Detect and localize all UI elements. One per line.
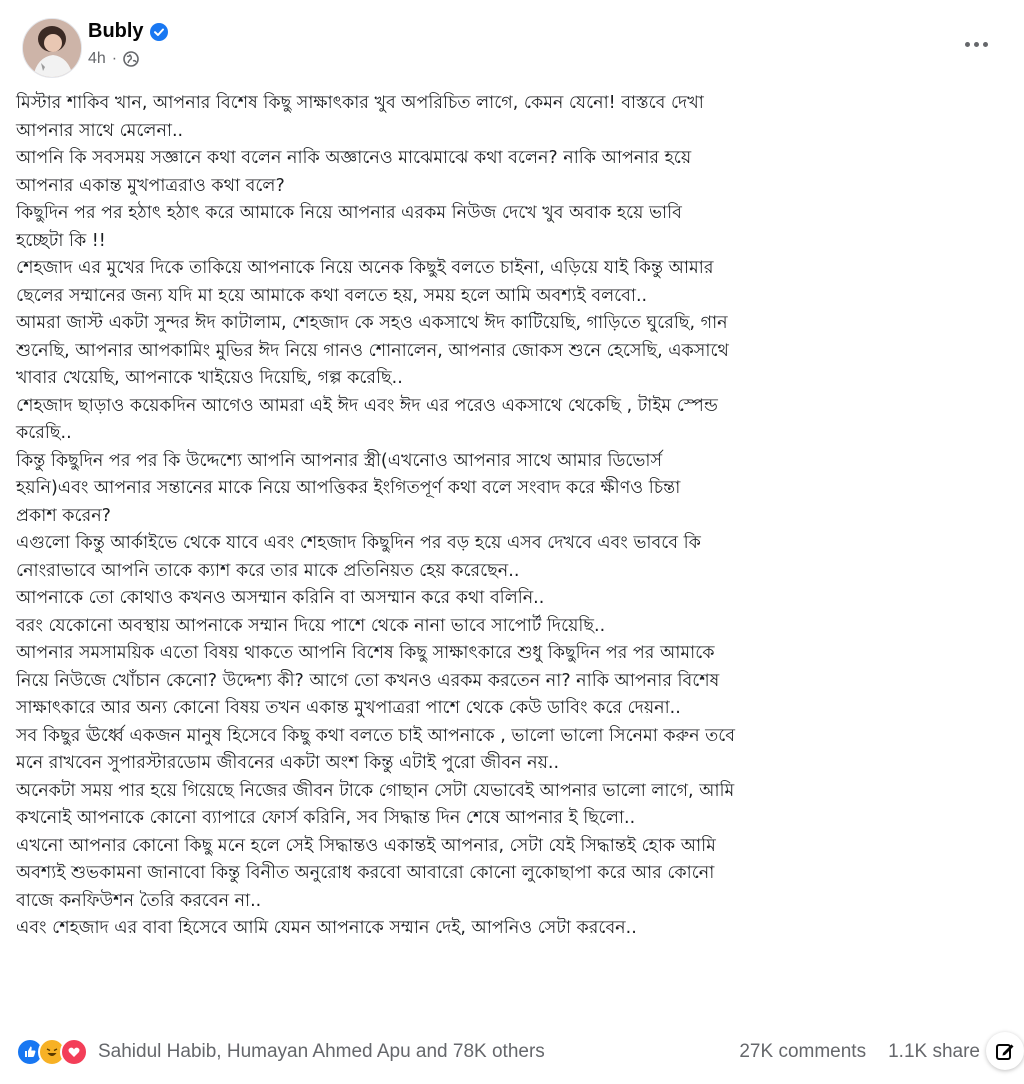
post-text-line: ছেলের সম্মানের জন্য যদি মা হয়ে আমাকে কথা বলতে হয়, সময় হলে আমি অবশ্যই বলবো.. [16,285,648,306]
post-text-line: আপনার সাথে মেলেনা.. [16,120,184,141]
post-time[interactable]: 4h [88,50,106,67]
post-footer [0,1030,1024,1074]
post-text-line: নোংরাভাবে আপনি তাকে ক্যাশ করে তার মাকে প্রতিনিয়ত হেয় করেছেন.. [16,560,520,581]
post-meta [88,50,168,68]
post-text-line: সাক্ষাৎকারে আর অন্য কোনো বিষয় তখন একান্ত মুখপাত্ররা পাশে থেকে কেউ ডাবিং করে দেয়না.. [16,698,681,718]
post-text-line: আমরা জাস্ট একটা সুন্দর ঈদ কাটালাম, শেহজাদ কে সহও একসাথে ঈদ কাটিয়েছি, গাড়িতে ঘুরেছি, গান [16,313,728,333]
globe-icon[interactable] [123,51,139,67]
post-header [16,12,1008,78]
engagement-counts [739,1041,980,1063]
compose-icon [994,1040,1016,1062]
avatar-image [23,19,81,77]
author-block [88,20,168,68]
post-text-line: আপনার একান্ত মুখপাত্ররাও কথা বলে? [16,175,285,196]
post-text-line: শেহজাদ ছাড়াও কয়েকদিন আগেও আমরা এই ঈদ এবং ঈদ এর পরেও একসাথে থেকেছি , টাইম স্পেন্ড [16,395,718,416]
verified-badge-icon [150,23,168,41]
post-text-line: শেহজাদ এর মুখের দিকে তাকিয়ে আপনাকে নিয়ে অনেক কিছুই বলতে চাইনা, এড়িয়ে যাই কিন্তু আমার [16,258,714,278]
post-text-line: এগুলো কিন্তু আর্কাইভে থেকে যাবে এবং শেহজাদ কিছুদিন পর বড় হয়ে এসব দেখবে এবং ভাববে কি [16,533,701,553]
post-text-line: হচ্ছেটা কি !! [16,230,106,251]
post-text-line: মিস্টার শাকিব খান, আপনার বিশেষ কিছু সাক্ষাৎকার খুব অপরিচিত লাগে, কেমন যেনো! বাস্তবে দেখা [16,93,704,113]
love-reaction-icon [60,1038,88,1066]
post-text-line: সব কিছুর ঊর্ধ্বে একজন মানুষ হিসেবে কিছু কথা বলতে চাই আপনাকে , ভালো ভালো সিনেমা করুন তবে [16,725,735,746]
reactions-summary[interactable] [16,1038,545,1066]
post-text-line: কিন্তু কিছুদিন পর পর কি উদ্দেশ্যে আপনি আপনার স্ত্রী(এখনোও আপনার সাথে আমার ডিভোর্স [16,450,663,471]
dot [965,42,970,47]
post-text [16,90,1006,943]
avatar[interactable] [22,18,82,78]
shares-count[interactable]: 1.1K share [888,1041,980,1062]
post-text-line: মনে রাখবেন সুপারস্টারডোম জীবনের একটা অংশ কিন্তু এটাই পুরো জীবন নয়.. [16,753,560,773]
meta-separator: · [111,50,118,67]
post-text-line: আপনাকে তো কোথাও কখনও অসম্মান করিনি বা অসম্মান করে কথা বলিনি.. [16,588,545,608]
post-text-line: শুনেছি, আপনার আপকামিং মুভির ঈদ নিয়ে গানও শোনালেন, আপনার জোকস শুনে হেসেছি, একসাথে [16,340,729,361]
reactions-text[interactable]: Sahidul Habib, Humayan Ahmed Apu and 78K others [98,1041,545,1062]
comments-count[interactable]: 27K comments [739,1041,867,1062]
post-text-line: খাবার খেয়েছি, আপনাকে খাইয়েও দিয়েছি, গল্প করেছি.. [16,368,403,388]
post-text-line: আপনি কি সবসময় সজ্ঞানে কথা বলেন নাকি অজ্ঞানেও মাঝেমাঝে কথা বলেন? নাকি আপনার হয়ে [16,148,692,168]
post-text-line: কখনোই আপনাকে কোনো ব্যাপারে ফোর্স করিনি, সব সিদ্ধান্ত দিন শেষে আপনার ই ছিলো.. [16,808,636,828]
post-text-line: এখনো আপনার কোনো কিছু মনে হলে সেই সিদ্ধান্তও একান্তই আপনার, সেটা যেই সিদ্ধান্তই হোক আমি [16,835,716,856]
post-text-line: অবশ্যই শুভকামনা জানাবো কিন্তু বিনীত অনুরোধ করবো আবারো কোনো লুকোছাপা করে আর কোনো [16,863,715,883]
post-text-line: করেছি.. [16,423,72,443]
post-text-line: হয়নি)এবং আপনার সন্তানের মাকে নিয়ে আপত্তিকর ইংগিতপূর্ণ কথা বলে সংবাদ করে ক্ষীণও চিন্তা [16,478,681,498]
author-row [88,20,168,43]
post-text-line: বরং যেকোনো অবস্থায় আপনাকে সম্মান দিয়ে পাশে থেকে নানা ভাবে সাপোর্ট দিয়েছি.. [16,615,606,636]
compose-button[interactable] [986,1032,1024,1070]
post-text-line: কিছুদিন পর পর হঠাৎ হঠাৎ করে আমাকে নিয়ে আপনার এরকম নিউজ দেখে খুব অবাক হয়ে ভাবি [16,203,682,223]
dot [983,42,988,47]
author-name[interactable]: Bubly [88,20,144,42]
post-text-line: আপনার সমসাময়িক এতো বিষয় থাকতে আপনি বিশেষ কিছু সাক্ষাৎকারে শুধু কিছুদিন পর পর আমাকে [16,643,715,663]
post-text-line: প্রকাশ করেন? [16,505,111,526]
post-text-line: বাজে কনফিউশন তৈরি করবেন না.. [16,890,262,911]
post-text-line: এবং শেহজাদ এর বাবা হিসেবে আমি যেমন আপনাকে সম্মান দেই, আপনিও সেটা করবেন.. [16,918,637,938]
more-options-icon[interactable] [962,32,990,56]
post-text-line: নিয়ে নিউজে খোঁচান কেনো? উদ্দেশ্য কী? আগে তো কখনও এরকম করতেন না? নাকি আপনার বিশেষ [16,670,720,691]
post-text-line: অনেকটা সময় পার হয়ে গিয়েছে নিজের জীবন টাকে গোছান সেটা যেভাবেই আপনার ভালো লাগে, আমি [16,780,735,801]
dot [974,42,979,47]
